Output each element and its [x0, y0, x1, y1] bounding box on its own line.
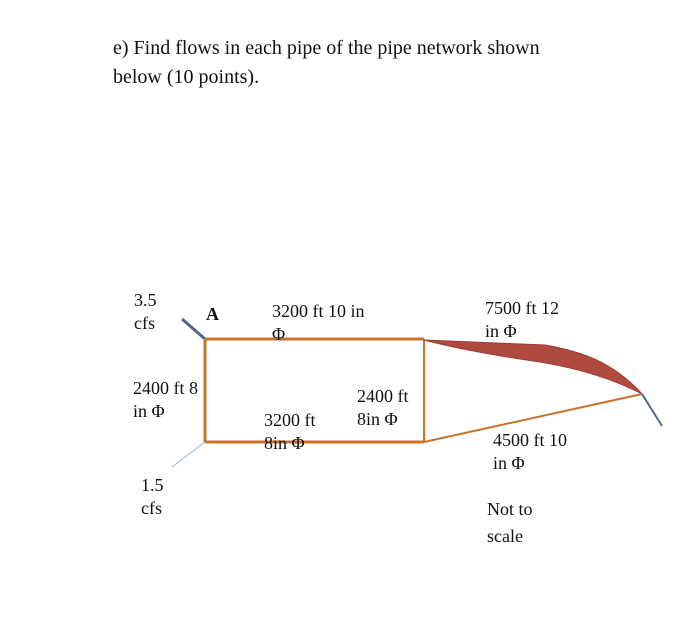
node-a-label: A: [206, 304, 219, 324]
right-node-stub: [642, 394, 662, 426]
pipe-middle-line-1: 2400 ft: [357, 386, 409, 406]
pipe-upper-right-line-1: 7500 ft 12: [485, 298, 559, 318]
pipe-middle-label: [357, 385, 409, 431]
pipe-bottom-label: [264, 409, 316, 455]
inflow-label: [134, 289, 157, 335]
scale-note: [487, 496, 533, 550]
outflow-label: [141, 474, 164, 520]
question-line-1: e) Find flows in each pipe of the pipe network shown: [113, 37, 540, 59]
inflow-stub: [182, 319, 205, 339]
inflow-unit: cfs: [134, 313, 155, 333]
pipe-lower-right-line-1: 4500 ft 10: [493, 430, 567, 450]
pipe-left-label: [133, 377, 198, 423]
pipe-upper-right-line-2: in Φ: [485, 321, 517, 341]
scale-note-line-2: scale: [487, 526, 523, 546]
pipe-top-line-1: 3200 ft 10 in: [272, 301, 365, 321]
inflow-value: 3.5: [134, 290, 157, 310]
pipe-left-line-2: in Φ: [133, 401, 165, 421]
question-line-2: below (10 points).: [113, 66, 260, 88]
pipe-top-line-2: Φ: [272, 324, 286, 344]
pipe-bottom-line-1: 3200 ft: [264, 410, 316, 430]
pipe-bottom-line-2: 8in Φ: [264, 433, 305, 453]
outflow-value: 1.5: [141, 475, 164, 495]
scale-note-line-1: Not to: [487, 499, 533, 519]
pipe-lower-right-label: [493, 429, 567, 475]
outflow-unit: cfs: [141, 498, 162, 518]
pipe-lower-right-line-2: in Φ: [493, 453, 525, 473]
pipe-upper-right-label: [485, 297, 559, 343]
outflow-stub: [172, 442, 205, 467]
pipe-upper-right: [424, 340, 642, 394]
pipe-middle-line-2: 8in Φ: [357, 409, 398, 429]
pipe-top-label: [272, 300, 365, 346]
pipe-left-line-1: 2400 ft 8: [133, 378, 198, 398]
